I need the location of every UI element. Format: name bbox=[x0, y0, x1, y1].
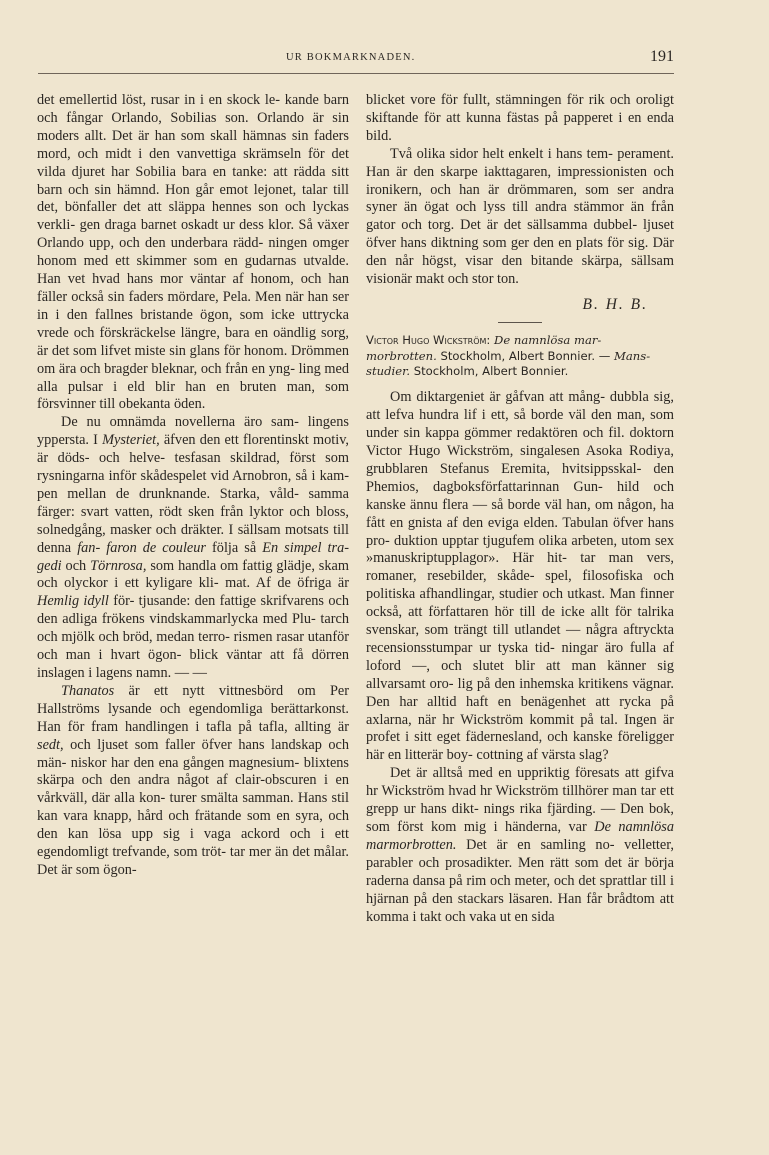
text-line: midt i den vanvettiga skrämseln för det bbox=[105, 145, 350, 162]
text-line: han som skall hämnas sin faders mord, och bbox=[37, 127, 349, 162]
word-sedt: sedt, bbox=[37, 736, 64, 753]
text: följa så bbox=[212, 539, 257, 556]
text: och bbox=[65, 557, 87, 574]
paragraph-diktargeniet: Om diktargeniet är gåfvan att mång- dubbla sig, att lefva hundra lif i ett, så borde väl den man, som under sin kappa gömmer redaktören och fil. doktorn Victor Hugo Wickström, singalesen Asoka Rodiya, grubblaren Stefanus Eremita, hvitsippsskal- den Phemios, dagboksförfattarinnan Gun- hild och kanske ännu flera — så borde väl han, om någon, ha fått en gnista af den eviga elden. Tabulan öfver hans pro- duktion upptar tjugufem olika arbeten, utom sex »manuskriptupplagor». Här hit- tar man vers, romaner, resebilder, skåde- spel, filosofiska och politiska afhandlingar, studier och utkast. Man finner också, att författaren hör till de icke allt för talrika svenskar, som trängt till utlandet — några aftryckta recensionsstumpar ur tyska tid- ningar äro fulla af loford —, och slutet blir att man känner sig allvarsamt oro- lig på den inhemska kritikens vägnar. Den har alltid haft en benägenhet att rycka på axlarna, när hr Wickström kommit på tal. Ingen är profet i sitt eget fädernesland, och kanske föreligger här en litterär boy- cottning af värsta slag? bbox=[366, 389, 674, 764]
text-line: ningen omger honom med ett skimmer som bbox=[37, 235, 349, 270]
paragraph-continuation: blicket vore för fullt, stämningen för rik och oroligt skiftande för att kunna fästas på papperet i en enda bild. bbox=[366, 92, 674, 144]
title-hemlig-idyll: Hemlig idyll bbox=[37, 593, 109, 610]
title-mysteriet: Mysteriet, bbox=[102, 432, 160, 449]
paragraph-temperament: Två olika sidor helt enkelt i hans tem- perament. Han är den skarpe iakttagaren, impressionisten och ironikern, och han är drömmaren, som ser andra syner än ögat och lyss till andra stämmor än från gator och torg. Det är det sällsamma dubbel- ljuset öfver hans diktning som ger den en plats för sig. Där den når högst, visar den bitande skärpa, sällsam visionär makt och stor ton. bbox=[366, 145, 674, 288]
page-number: 191 bbox=[650, 48, 674, 65]
text-line: miste sin glans för honom. Drömmen om bbox=[37, 342, 350, 377]
text-line: bara en oändlig sorg, är det som lifvet bbox=[37, 324, 349, 359]
text: är ett nytt vittnesbörd om Per Hallströms lysande och egendomliga berättarkonst. Han för fram handlingen i tafla på tafla, allting är bbox=[37, 682, 349, 735]
title-tornrosa: Törnrosa, bbox=[90, 557, 147, 574]
text-line: att släppa hennes son och lyckas verkli- bbox=[37, 199, 349, 234]
paragraph-thanatos bbox=[37, 683, 349, 880]
signature: B. H. B. bbox=[582, 295, 648, 313]
right-column bbox=[366, 92, 674, 926]
text-line: ära och bragder bleknar, och från en yng- bbox=[58, 360, 299, 377]
text-line: öden. bbox=[173, 396, 206, 413]
running-title: UR BOKMARKNADEN. bbox=[286, 52, 416, 63]
text-line: son. Orlando är sin moders allt. Det är bbox=[37, 109, 349, 144]
review-publisher-2: Stockholm, Albert Bonnier. bbox=[413, 364, 569, 379]
text: De nu omnämda novellerna äro sam- bbox=[61, 414, 299, 431]
header-rule bbox=[38, 73, 674, 74]
review-heading bbox=[366, 333, 674, 380]
title-de-namnlosa: De namnlösa marmorbrotten. bbox=[366, 819, 674, 853]
left-column bbox=[37, 92, 349, 880]
title-fanfaron: fan- faron de couleur bbox=[77, 539, 206, 556]
review-publisher-1: Stockholm, Albert Bonnier. — bbox=[440, 348, 611, 363]
text-line: gen draga barnet oskadt ur dess klor. Så bbox=[79, 217, 318, 234]
text: lingens yppersta. I bbox=[37, 414, 349, 449]
title-thanatos: Thanatos bbox=[61, 682, 115, 699]
text: äfven den ett florentinskt motiv, är döds- och helve- tesfasan skildrad, först som rysningarna inför skådespelet vid Arnobron, så i kam- pen mellan de drunknande. Starka, våld- samma färger: svart vatten, rödt sken från lyktor och bloss, solnedgång, masker och dräkter. I sällsam motsats till denna bbox=[37, 432, 350, 556]
text: Det är alltså med en uppriktig föresats att gifva hr Wickström hvad hr Wickström tillhörer man tar ett grepp ur hans dikt- nings rika fjärding. — Den bok, som först kom mig i händerna, var bbox=[366, 765, 674, 836]
page-header bbox=[38, 46, 674, 72]
text-line: rädda sitt barn och sin hämnd. Hon går bbox=[37, 163, 349, 198]
text-line: ser in i den fallnes bristande ögon, som bbox=[37, 288, 349, 323]
review-author: Victor Hugo Wickström: bbox=[366, 332, 491, 347]
text-line: bruten man, som försvinner till obekanta bbox=[37, 378, 349, 413]
paragraph-novellas bbox=[37, 414, 349, 683]
text-line: det emellertid löst, rusar in i en skock le- bbox=[37, 92, 285, 108]
text-line: icke uttrycka vrede och förskräckelse längre, bbox=[37, 306, 349, 341]
title-en-simpel-tragedi: En simpel tra- gedi bbox=[37, 539, 349, 574]
paragraph-uppriktig bbox=[366, 765, 674, 926]
text-line: en gudarnas utvalde. Han vet hvad hans bbox=[37, 253, 349, 288]
text-line: kande barn och fångar Orlando, Sobilias bbox=[37, 92, 349, 126]
text-line: sin faders mördare, Pela. Men när han bbox=[107, 288, 333, 305]
review-book-title-2: Mans- studier. bbox=[366, 348, 651, 379]
text-line: växer Orlando upp, och den underbara rädd- bbox=[37, 217, 349, 252]
paragraph-lion-story bbox=[37, 92, 349, 414]
text-line: vilda djuret har Sobilia bara en tanke: att bbox=[37, 163, 294, 180]
text-line: ling med alla pulsar i eld blir han en bbox=[37, 360, 350, 395]
text: Det är en samling no- velletter, parabler och prosadikter. Men rätt som det är börja raderna dansa på rim och meter, och det sprattlar till i hjärnan på den stackars läsaren. Han får brådtom att komma i takt och vaka ut en sida bbox=[366, 836, 675, 925]
text: och ljuset som faller öfver hans landskap och män- niskor har den ena gången magnesium- blixtens skärpa och den andra något af clair-obscuren i en vårkväll, där alla kon- turer smälta samman. Hans stil kan vara knapp, hård och frätande som en syra, och den kan lösa upp sig i vaga ackord och i ett egendomligt trefvande, som tröt- tar mer än det målar. Det är som ögon- bbox=[37, 736, 349, 878]
text: som handla om fattig glädje, skam och olyckor i ett kyligare kli- mat. Af de öfriga är bbox=[37, 557, 349, 592]
review-book-title-1: De namnlösa mar- morbrotten. bbox=[366, 332, 602, 363]
text-line: mor väntar af honom, och han fäller också bbox=[37, 271, 349, 305]
text: för- tjusande: den fattige skrifvarens och den adliga frökens vindskammarlycka med Plu- tarch och mjölk och bröd, medan terro- rismen rasar utanför och man i hvart ögon- blick väntar att få dörren inslagen i lagens namn. — — bbox=[37, 593, 349, 681]
text-line: emot lejonet, talar till det, bönfaller det bbox=[37, 181, 350, 216]
section-divider bbox=[498, 322, 542, 323]
